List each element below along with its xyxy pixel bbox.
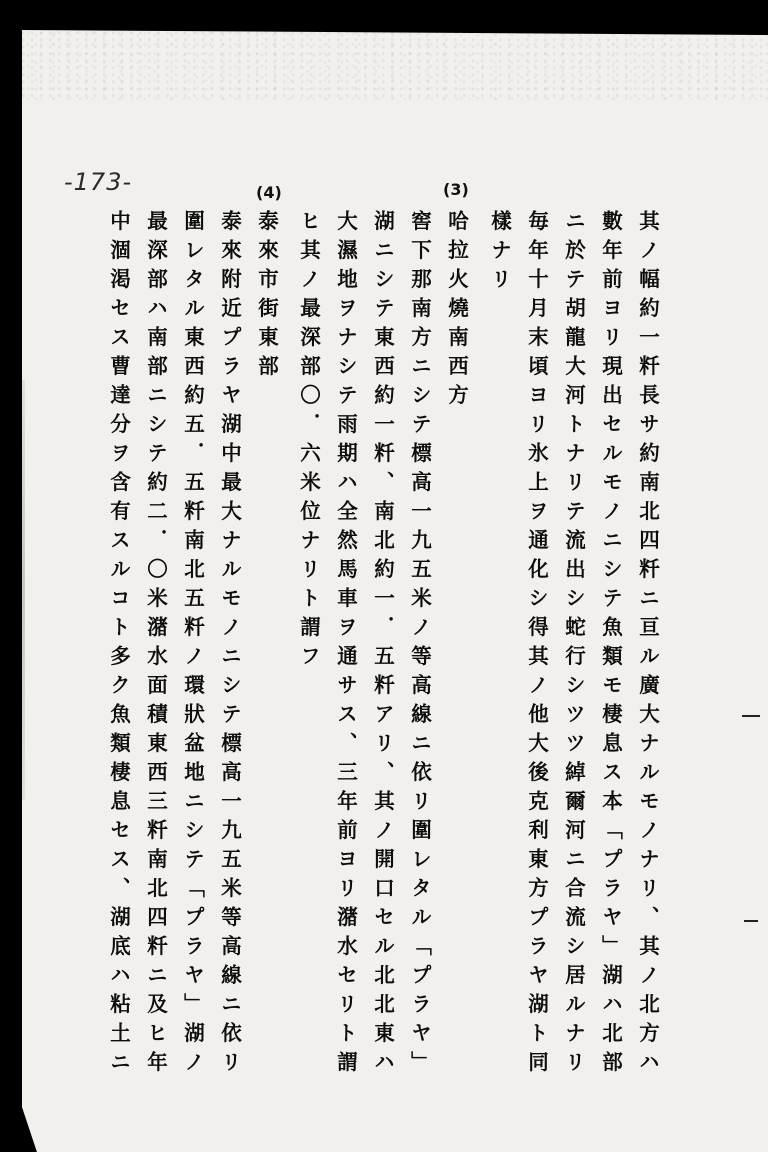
section-number-3: (3) xyxy=(443,180,469,199)
text-column-8: 湖ニシテ東西約一粁、南北約一．五粁アリ、其ノ開口セル北北東ハ xyxy=(370,210,395,1080)
margin-mark xyxy=(744,920,758,922)
text-column-12: 泰來附近プラヤ湖中最大ナルモノニシテ標高一九五米等高線ニ依リ xyxy=(217,210,242,1080)
text-column-13: 圍レタル東西約五．五粁南北五粁ノ環狀盆地ニシテ「プラヤ」湖ノ xyxy=(180,210,205,1080)
margin-mark xyxy=(742,715,760,717)
text-column-1: 其ノ幅約一粁長サ約南北四粁ニ亘ル廣大ナルモノナリ、其ノ北方ハ xyxy=(635,210,660,1080)
section-heading-4: 泰來市街東部 xyxy=(254,210,279,384)
text-column-9: 大濕地ヲナシテ雨期ハ全然馬車ヲ通サス、三年前ヨリ潴水セリト謂 xyxy=(333,210,358,1080)
text-column-5: 樣ナリ xyxy=(487,210,512,297)
text-column-7: 窖下那南方ニシテ標高一九五米ノ等高線ニ依リ圍レタル「プラヤ」 xyxy=(407,210,432,1080)
text-column-3: ニ於テ胡龍大河トナリテ流出シ蛇行シツツ綽爾河ニ合流シ居ルナリ xyxy=(561,210,586,1080)
text-column-14: 最深部ハ南部ニシテ約二．〇米潴水面積東西三粁南北四粁ニ及ヒ年 xyxy=(143,210,168,1080)
text-column-15: 中涸渇セス曹達分ヲ含有スルコト多ク魚類棲息セス、湖底ハ粘土ニ xyxy=(106,210,131,1080)
paper-texture xyxy=(22,30,768,100)
section-heading-3: 哈拉火燒南西方 xyxy=(444,210,469,413)
text-column-2: 數年前ヨリ現出セルモノニシテ魚類モ棲息ス本「プラヤ」湖ハ北部 xyxy=(598,210,623,1080)
page-number: -173- xyxy=(64,168,133,196)
binding-shadow xyxy=(22,380,25,800)
text-column-10: ヒ其ノ最深部〇．六米位ナリト謂フ xyxy=(296,210,321,674)
text-column-4: 毎年十月末頃ヨリ氷上ヲ通化シ得其ノ他大後克利東方プラヤ湖ト同 xyxy=(524,210,549,1080)
section-number-4: (4) xyxy=(256,183,282,202)
